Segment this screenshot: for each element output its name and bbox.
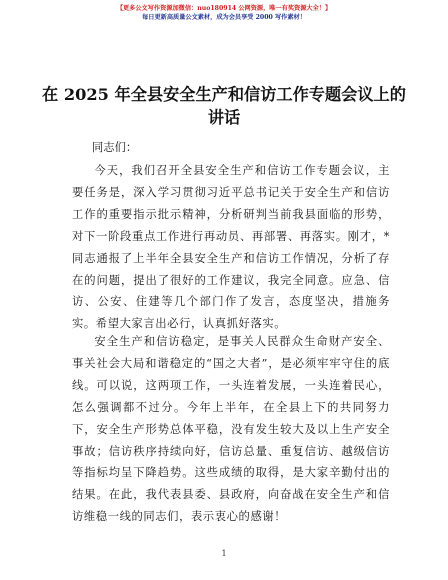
salutation: 同志们：: [92, 141, 138, 154]
paragraph-1: [72, 160, 390, 335]
paragraph-1-text: 今天，我们召开全县安全生产和信访工作专题会议，主要任务是，深入学习贯彻习近平总书记关于安全生产和信访工作的重要指示批示精神，分析研判当前我县面临的形势，对下一阶段重点工作进行再动员、再部署、再落实。刚才，*同志通报了上半年全县安全生产和信访工作情况，分析了存在的问题，提出了很好的工作建议，我完全同意。应急、信访、公安、住建等几个部门作了发言，态度坚决，措施务实。希望大家言出必行，认真抓好落实。: [72, 164, 390, 331]
promo-banner: [0, 4, 448, 22]
document-title: 在 2025 年全县安全生产和信访工作专题会议上的讲话: [42, 85, 406, 127]
paragraph-2: [72, 331, 390, 528]
promo-banner-line1: 【更多公文写作资源加微信：nuo180914 公网资源，唯一有奖资源大全！】: [116, 5, 332, 12]
page-number: 1: [221, 549, 227, 558]
promo-banner-line2: 每日更新高质量公文素材，成为会员享受 2000 写作素材！: [142, 14, 306, 21]
paragraph-2-text: 安全生产和信访稳定，是事关人民群众生命财产安全、事关社会大局和谐稳定的“国之大者”，是必须牢牢守住的底线。可以说，这两项工作，一头连着发展，一头连着民心，怎么强调都不过分。今年上半年，在全县上下的共同努力下，安全生产形势总体平稳，没有发生较大及以上生产安全事故；信访秩序持续向好，信访总量、重复信访、越级信访等指标均呈下降趋势。这些成绩的取得，是大家辛勤付出的结果。在此，我代表县委、县政府，向奋战在安全生产和信访维稳一线的同志们，表示衷心的感谢！: [72, 335, 390, 524]
